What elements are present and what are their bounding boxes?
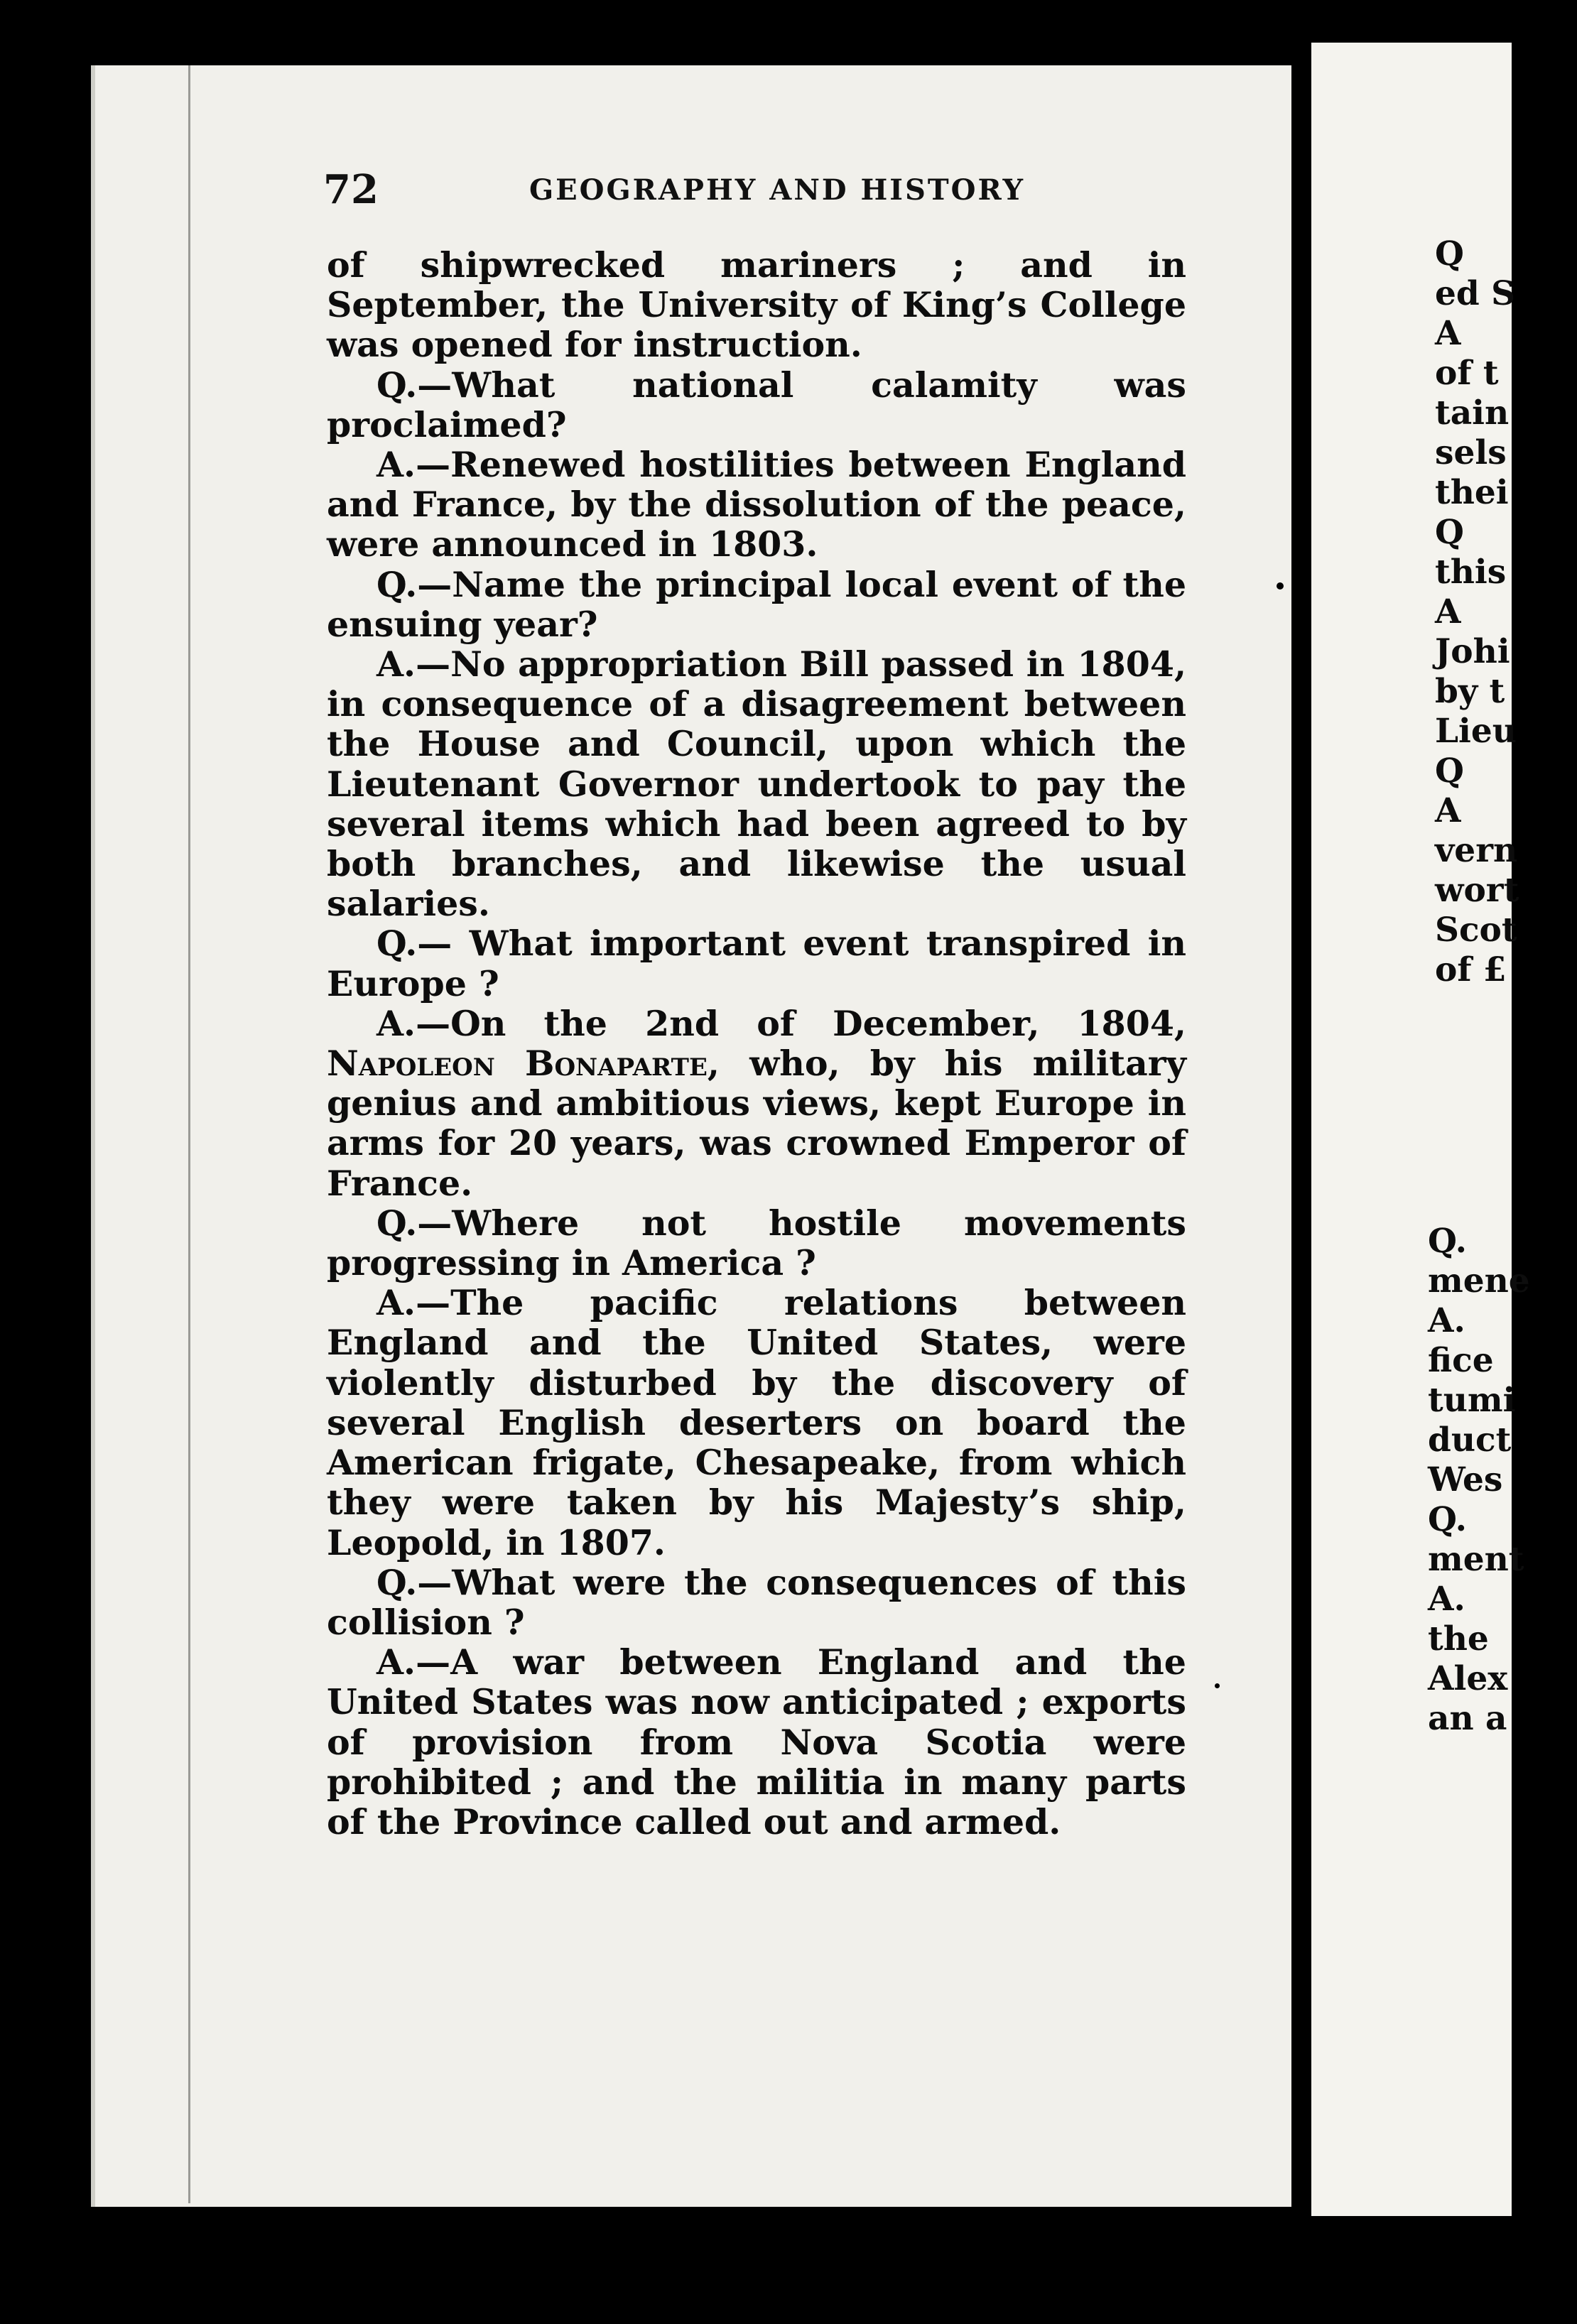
right-line: this bbox=[1435, 553, 1507, 592]
right-line: Q. bbox=[1428, 1222, 1467, 1261]
answer: A.—No appropriation Bill passed in 1804, in consequence of a disagreement between the House and Council, upon which the Lieutenant Governor undertook to pay the several items which had been agreed to by both branches, and likewise the usual salaries. bbox=[327, 644, 1186, 925]
margin-rule bbox=[188, 65, 190, 2203]
right-line: wort bbox=[1435, 871, 1519, 910]
running-head: GEOGRAPHY AND HISTORY bbox=[529, 173, 1026, 207]
right-line: an a bbox=[1428, 1699, 1507, 1738]
right-line: fice bbox=[1428, 1341, 1494, 1380]
right-line: A bbox=[1435, 314, 1461, 353]
right-line: ed S bbox=[1435, 274, 1516, 313]
right-line: Q bbox=[1435, 751, 1464, 791]
answer: A.—The pacific relations between England and the United States, were violently disturbed by the discovery of several English deserters on board the American frigate, Chesapeake, from which they were taken by his Majesty’s ship, Leopold, in 1807. bbox=[327, 1282, 1186, 1563]
right-line: the bbox=[1428, 1619, 1489, 1658]
page-body bbox=[327, 245, 1186, 1842]
question: Q.—What national calamity was proclaimed? bbox=[327, 364, 1186, 445]
right-line: A bbox=[1435, 592, 1461, 631]
right-line: duct bbox=[1428, 1421, 1512, 1460]
right-line: Scot bbox=[1435, 911, 1517, 950]
answer bbox=[327, 1004, 1186, 1203]
question: Q.—What were the consequences of this collision ? bbox=[327, 1561, 1186, 1643]
question: Q.—Name the principal local event of the ensuing year? bbox=[327, 563, 1186, 645]
right-line: of t bbox=[1435, 354, 1499, 393]
right-line: Wes bbox=[1428, 1460, 1503, 1499]
paragraph: of shipwrecked mariners ; and in September, the University of King’s College was opened for instruction. bbox=[327, 244, 1186, 366]
question: Q.— What important event transpired in Europe ? bbox=[327, 923, 1186, 1004]
right-page-upper-text bbox=[1435, 234, 1577, 990]
answer: A.—A war between England and the United States was now anticipated ; exports of provision from Nova Scotia were prohibited ; and the militia in many parts of the Province called out and armed. bbox=[327, 1641, 1186, 1842]
right-line: vern bbox=[1435, 831, 1518, 870]
right-line: A bbox=[1435, 791, 1461, 830]
ink-speck bbox=[1215, 1683, 1220, 1688]
right-line: Johi bbox=[1435, 632, 1510, 671]
right-line: Q bbox=[1435, 234, 1464, 273]
right-line: thei bbox=[1435, 473, 1509, 512]
answer: A.—Renewed hostilities between England and France, by the dissolution of the peace, were announced in 1803. bbox=[327, 444, 1186, 565]
right-line: ment bbox=[1428, 1540, 1524, 1579]
question: Q.—Where not hostile movements progressing in America ? bbox=[327, 1202, 1186, 1284]
right-line: mene bbox=[1428, 1261, 1530, 1301]
napoleon-name: Napoleon Bonaparte bbox=[327, 1043, 708, 1085]
right-line: A. bbox=[1428, 1580, 1465, 1619]
right-line: Lieu bbox=[1435, 712, 1517, 751]
right-line: Q bbox=[1435, 513, 1464, 552]
right-page-lower-text bbox=[1428, 1222, 1577, 1739]
book-gutter bbox=[1291, 51, 1311, 2239]
ink-speck bbox=[1277, 582, 1284, 590]
right-line: tain bbox=[1435, 393, 1510, 433]
page-header bbox=[323, 165, 1190, 215]
right-line: tumi bbox=[1428, 1381, 1516, 1420]
right-line: Q. bbox=[1428, 1500, 1467, 1539]
right-line: by t bbox=[1435, 672, 1505, 711]
right-line: Alex bbox=[1428, 1659, 1508, 1698]
right-line: sels bbox=[1435, 433, 1507, 472]
right-line: A. bbox=[1428, 1301, 1465, 1340]
right-line: of £ bbox=[1435, 950, 1507, 989]
answer-text: A.—On the 2nd of December, 1804, bbox=[376, 1002, 1186, 1044]
answer-text: , who, by his military genius and ambitious views, kept Europe in arms for 20 years, was crowned Emperor of France. bbox=[327, 1043, 1186, 1204]
page-number: 72 bbox=[323, 166, 379, 213]
